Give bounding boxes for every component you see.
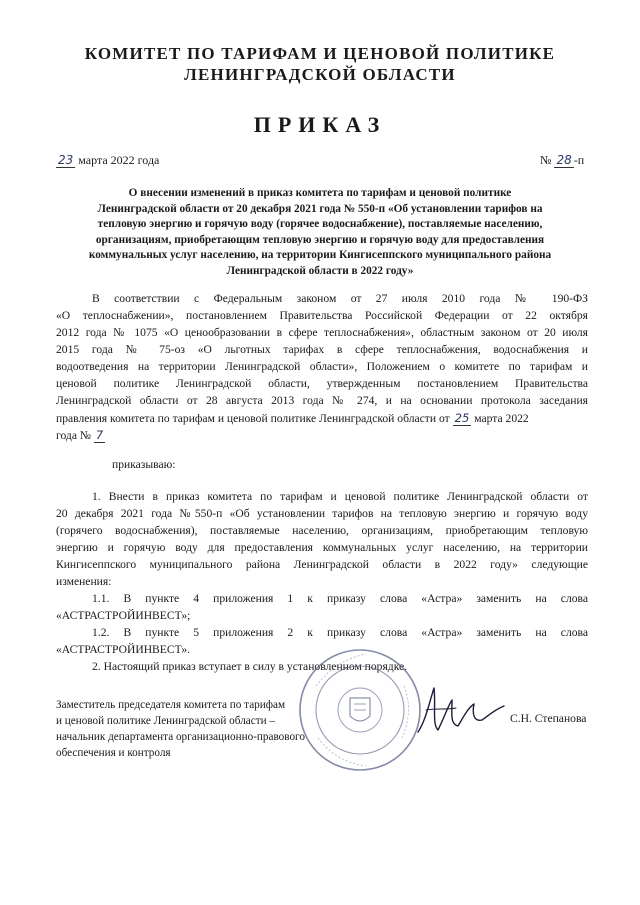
item1-2-line: 1.2. В пункте 5 приложения 2 к приказу слова «Астра» заменить на слова: [92, 626, 588, 639]
preamble-line: ценовой политике Ленинградской области, утвержденным постановлением Правительства: [56, 377, 588, 390]
item1-1-line: 1.1. В пункте 4 приложения 1 к приказу слова «Астра» заменить на слова: [92, 592, 588, 605]
signature-position: обеспечения и контроля: [56, 747, 171, 759]
preamble-line: В соответствии с Федеральным законом от 27 июля 2010 года № 190-ФЗ: [92, 292, 588, 305]
item2-line: 2. Настоящий приказ вступает в силу в установленном порядке.: [92, 660, 408, 673]
signature-position: Заместитель председателя комитета по тарифам: [56, 699, 286, 711]
item1-2-line: «АСТРАСТРОЙИНВЕСТ».: [56, 643, 191, 656]
order-title: [60, 186, 580, 279]
title-line: Ленинградской области в 2022 году»: [226, 264, 414, 277]
number-value: 28: [556, 153, 572, 167]
number-suffix: -п: [573, 153, 585, 167]
preamble-line-last: [56, 411, 529, 426]
preamble-text: правления комитета по тарифам и ценовой политике Ленинградской области от: [56, 412, 450, 425]
preamble-line: водоотведения на территории Ленинградской области», Положением о комитете по тарифам и: [56, 360, 588, 373]
title-line: организациям, приобретающим тепловую энергию и горячую воду для предоставления: [95, 233, 545, 246]
item1-line: изменения:: [56, 575, 112, 588]
order-date: [56, 153, 159, 168]
signer-name: С.Н. Степанова: [510, 712, 587, 725]
preamble-line: Ленинградской области от 28 августа 2013 года № 274, и на основании протокола заседания: [56, 394, 588, 407]
committee-name-line2: ЛЕНИНГРАДСКОЙ ОБЛАСТИ: [184, 65, 456, 84]
protocol-number-line: [56, 428, 105, 443]
protocol-prefix: года №: [56, 429, 91, 442]
date-rest: марта 2022 года: [78, 153, 160, 167]
item1-line: энергию и горячую воду для предоставления коммунальных услуг населению, на территории: [56, 541, 588, 554]
title-line: Ленинградской области от 20 декабря 2021 года № 550-п «Об установлении тарифов на: [97, 202, 543, 215]
preamble-line: 2015 года № 75-оз «О льготных тарифах в сфере теплоснабжения, водоснабжения и: [56, 343, 588, 356]
item1-line: Кингисеппского муниципального района Ленинградской области в 2022 году» следующие: [56, 558, 588, 571]
number-prefix: №: [540, 153, 552, 167]
signature-position: начальник департамента организационно-правового: [56, 731, 305, 743]
preamble-line: 2012 года № 1075 «О ценообразовании в сфере теплоснабжения», областным законом от 20 июля: [56, 326, 588, 339]
item1-line: 1. Внести в приказ комитета по тарифам и ценовой политике Ленинградской области от: [92, 490, 588, 503]
date-day: 23: [58, 153, 74, 167]
title-line: О внесении изменений в приказ комитета по тарифам и ценовой политике: [128, 187, 512, 199]
item1-line: 20 декабря 2021 года №550-п «Об установлении тарифов на тепловую энергию и горячую воду: [56, 507, 588, 520]
protocol-day: 25: [454, 411, 470, 425]
protocol-month-year: марта 2022: [474, 412, 529, 425]
handwritten-signature: [412, 680, 510, 742]
preamble-line: «О теплоснабжении», постановлением Правительства Российской Федерации от 22 октября: [56, 309, 588, 322]
order-number: [540, 153, 584, 168]
title-line: коммунальных услуг населению, на территории Кингисеппского муниципального района: [88, 249, 552, 261]
item1-line: (горячего водоснабжения), поставляемые населению, организациям, приобретающим тепловую: [56, 524, 588, 537]
committee-name-line1: КОМИТЕТ ПО ТАРИФАМ И ЦЕНОВОЙ ПОЛИТИКЕ: [84, 44, 556, 63]
protocol-number: 7: [95, 428, 104, 442]
official-stamp: [296, 646, 424, 774]
signature-position: и ценовой политике Ленинградской области –: [56, 715, 275, 727]
title-line: тепловую энергию и горячую воду (горячее водоснабжение), поставляемые населению,: [97, 218, 543, 230]
item1-1-line: «АСТРАСТРОЙИНВЕСТ»;: [56, 609, 191, 622]
decree-word: приказываю:: [112, 458, 176, 471]
document-type: ПРИКАЗ: [253, 112, 387, 137]
